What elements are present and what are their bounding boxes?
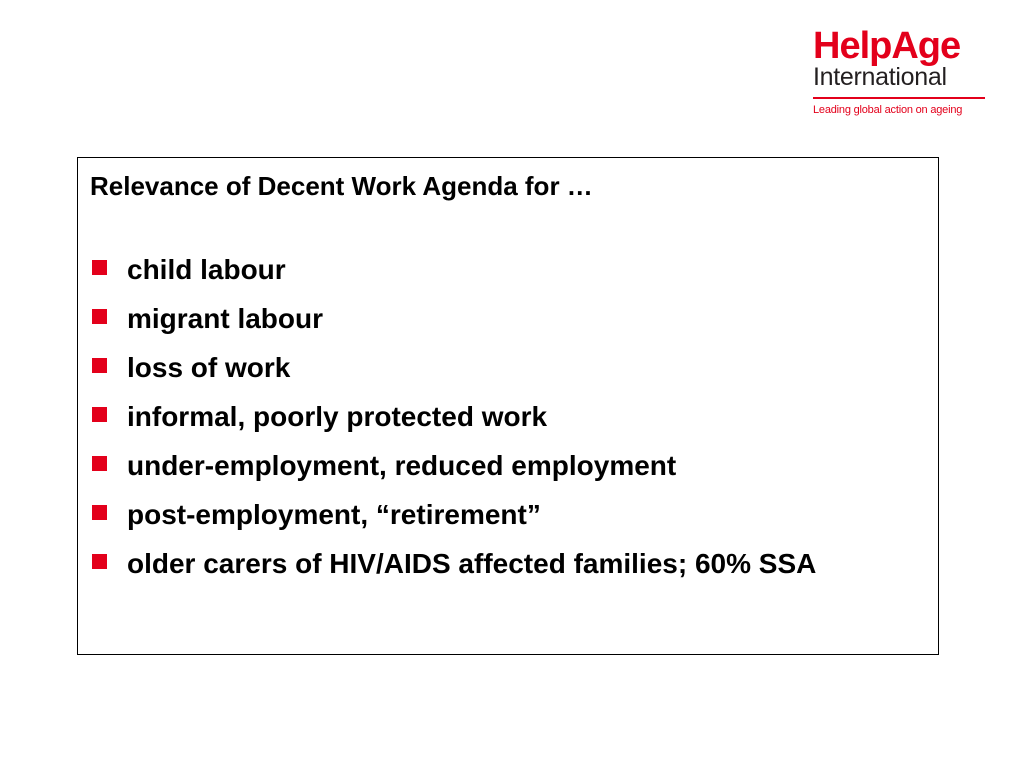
bullet-item <box>90 253 928 287</box>
square-bullet-icon <box>92 505 107 520</box>
square-bullet-icon <box>92 309 107 324</box>
helpage-logo <box>813 25 991 116</box>
logo-divider <box>813 97 985 99</box>
square-bullet-icon <box>92 456 107 471</box>
bullet-text: child labour <box>127 254 286 285</box>
bullet-text: post-employment, “retirement” <box>127 499 541 530</box>
slide-title: Relevance of Decent Work Agenda for … <box>90 171 593 201</box>
bullet-list <box>90 253 928 581</box>
square-bullet-icon <box>92 554 107 569</box>
content-box <box>77 157 939 655</box>
bullet-item <box>90 449 928 483</box>
bullet-item <box>90 351 928 385</box>
bullet-item <box>90 498 928 532</box>
logo-brand-text: HelpAge <box>813 25 961 67</box>
bullet-text: older carers of HIV/AIDS affected families; 60% SSA <box>127 548 817 579</box>
logo-subtitle-text: International <box>813 63 947 91</box>
bullet-item <box>90 400 928 434</box>
logo-tagline: Leading global action on ageing <box>813 104 963 116</box>
bullet-text: under-employment, reduced employment <box>127 450 677 481</box>
square-bullet-icon <box>92 407 107 422</box>
bullet-text: loss of work <box>127 352 291 383</box>
bullet-item <box>90 547 928 581</box>
square-bullet-icon <box>92 260 107 275</box>
bullet-item <box>90 302 928 336</box>
square-bullet-icon <box>92 358 107 373</box>
bullet-text: informal, poorly protected work <box>127 401 548 432</box>
bullet-text: migrant labour <box>127 303 324 334</box>
